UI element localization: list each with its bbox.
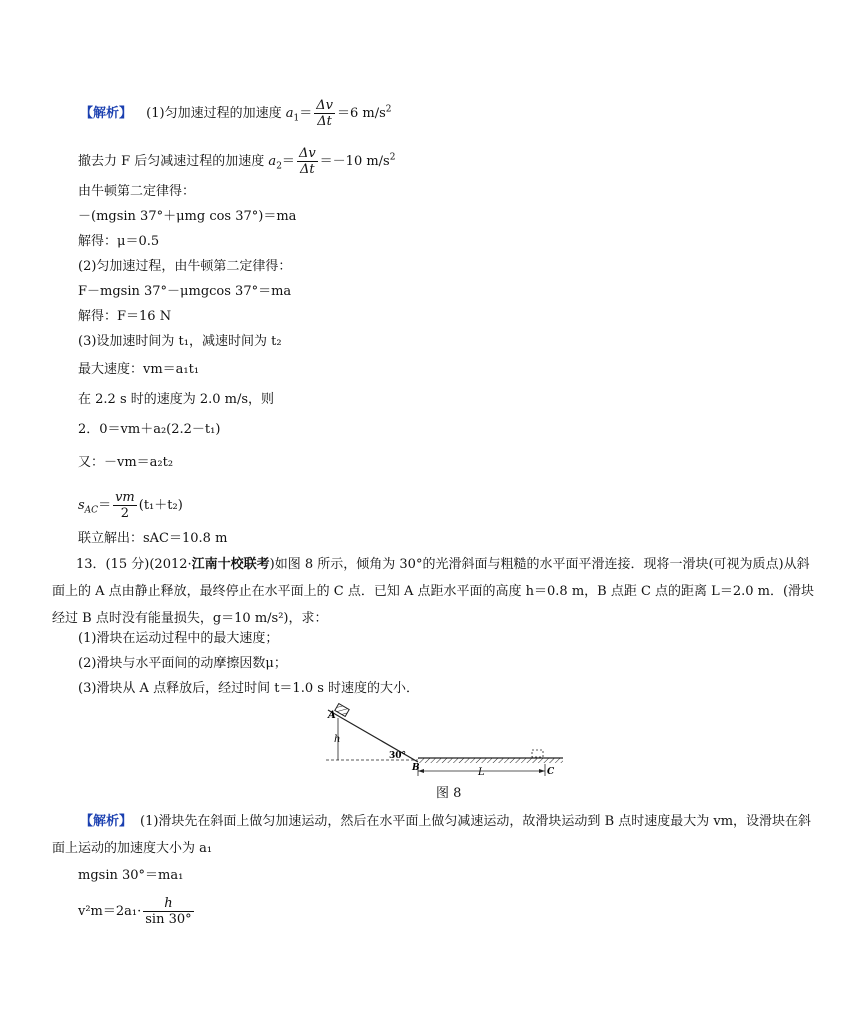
text-line: 在 2.2 s 时的速度为 2.0 m/s，则 bbox=[78, 392, 275, 407]
analysis-tag: 【解析】 bbox=[80, 106, 133, 121]
label-a: A bbox=[328, 710, 336, 721]
text-line: 由牛顿第二定律得： bbox=[78, 184, 196, 199]
block-final-position-icon bbox=[532, 750, 543, 757]
text-line: 联立解出：sAC＝10.8 m bbox=[78, 531, 228, 546]
sub-question-3: (3)滑块从 A 点释放后，经过时间 t＝1.0 s 时速度的大小． bbox=[78, 681, 420, 696]
equation: mgsin 30°＝ma₁ bbox=[78, 868, 184, 883]
equation: 最大速度：vm＝a₁t₁ bbox=[78, 362, 200, 377]
ground-hatch bbox=[418, 758, 563, 763]
text-line: 解得：μ＝0.5 bbox=[78, 234, 160, 249]
question-13: 13．(15 分)(2012·江南十校联考)如图 8 所示，倾角为 30°的光滑斜面与粗糙的水平面平滑连接．现将一滑块(可视为质点)从斜面上的 A 点由静止释放，最终停止在水平面上的 C 点．已知 A 点距水平面的高度 h＝0.8 m，B 点距 C 点的距离 L＝2.0 m．(滑块经过 B 点时没有能量损失，g＝10 m/s²)，求： bbox=[52, 557, 815, 626]
equation-vm: v²m＝2a₁· $\frac{h}{\sin 30^\circ}$ bbox=[78, 896, 192, 927]
text-line: 解得：F＝16 N bbox=[78, 309, 172, 324]
label-c: C bbox=[547, 767, 555, 777]
solution-2-paragraph: 【解析】 (1)滑块先在斜面上做匀加速运动，然后在水平面上做匀减速运动，故滑块运动到 B 点时速度最大为 vm，设滑块在斜面上运动的加速度大小为 a₁ bbox=[52, 814, 812, 856]
fraction: $\frac{h}{\sin 30^\circ}$ bbox=[145, 896, 192, 927]
text: 撤去力 F 后匀减速过程的加速度 bbox=[78, 154, 269, 169]
text-line: (3)设加速时间为 t₁，减速时间为 t₂ bbox=[78, 334, 282, 349]
figure-8-diagram bbox=[318, 700, 578, 780]
solution-1-line-2: 撤去力 F 后匀减速过程的加速度 $a_2=$ $\frac{\Delta v}{\Delta t}$ ＝－10 $m/s^2$ bbox=[78, 146, 396, 177]
analysis-tag: 【解析】 bbox=[80, 814, 133, 829]
sub-question-1: (1)滑块在运动过程中的最大速度； bbox=[78, 631, 279, 646]
label-angle: 30° bbox=[389, 751, 407, 761]
text: ＝6 m/s bbox=[336, 106, 386, 121]
solution-1-line-1: 【解析】 (1)匀加速过程的加速度 $a_1=$ $\frac{\Delta v}{\Delta t}$ ＝6 $m/s^2$ bbox=[80, 98, 392, 129]
label-h: h bbox=[334, 734, 341, 745]
fraction: $\frac{vm}{2}$ bbox=[115, 490, 135, 521]
label-l: L bbox=[478, 767, 485, 778]
equation-sac: $s_{AC}=$ $\frac{vm}{2}$ (t₁＋t₂) bbox=[78, 490, 183, 521]
sub-question-2: (2)滑块与水平面间的动摩擦因数μ； bbox=[78, 656, 287, 671]
text: (t₁＋t₂) bbox=[138, 498, 183, 513]
equation: 2．0＝vm＋a₂(2.2－t₁) bbox=[78, 422, 221, 437]
equation: －(mgsin 37°＋μmg cos 37°)＝ma bbox=[78, 209, 297, 224]
text-line: (2)匀加速过程，由牛顿第二定律得： bbox=[78, 259, 292, 274]
text: ＝－10 m/s bbox=[319, 154, 390, 169]
fraction: $\frac{\Delta v}{\Delta t}$ bbox=[298, 146, 316, 177]
text: (1)匀加速过程的加速度 bbox=[146, 106, 286, 121]
equation: 又：－vm＝a₂t₂ bbox=[78, 455, 174, 470]
fraction: $\frac{\Delta v}{\Delta t}$ bbox=[316, 98, 333, 129]
equation: F－mgsin 37°－μmgcos 37°＝ma bbox=[78, 284, 292, 299]
label-b: B bbox=[412, 763, 420, 773]
question-source: 江南十校联考 bbox=[191, 557, 270, 572]
figure-caption: 图 8 bbox=[436, 786, 462, 801]
